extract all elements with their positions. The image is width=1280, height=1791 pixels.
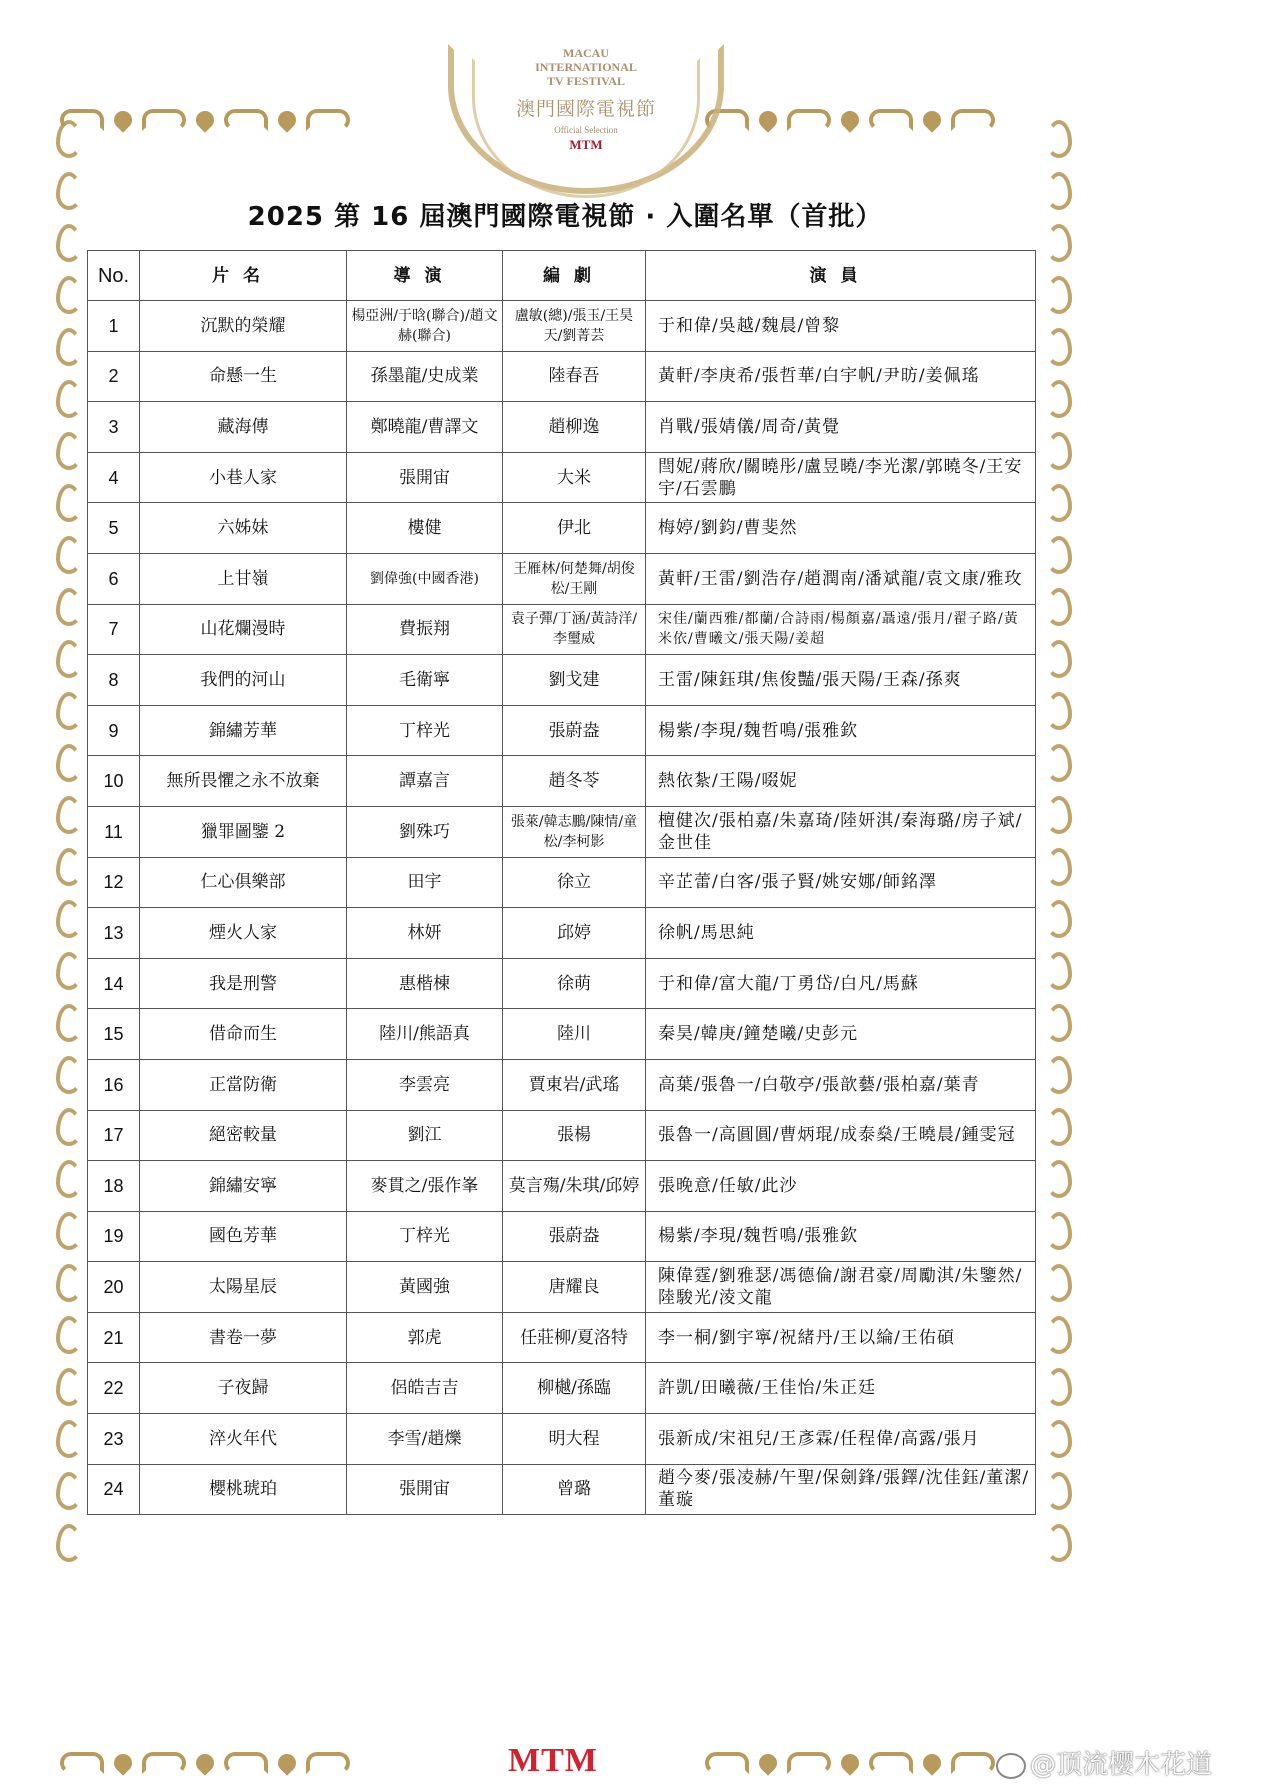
row-cast: 秦昊/韓庚/鐘楚曦/史彭元: [646, 1009, 1036, 1060]
table-row: [88, 1110, 1036, 1161]
table-row: [88, 503, 1036, 554]
row-no: 13: [88, 908, 140, 959]
logo-english-line2: INTERNATIONAL: [535, 60, 637, 74]
table-row: [88, 655, 1036, 706]
row-writer: 陸春吾: [503, 351, 646, 402]
row-no: 6: [88, 553, 140, 604]
row-director: 費振翔: [347, 604, 503, 655]
page-title: 2025 第 16 屆澳門國際電視節 · 入圍名單（首批）: [247, 202, 883, 232]
row-director: 郭虎: [347, 1312, 503, 1363]
row-no: 1: [88, 301, 140, 352]
row-writer: 曾璐: [503, 1464, 646, 1515]
row-writer: 張蔚盎: [503, 705, 646, 756]
row-title: 櫻桃琥珀: [140, 1464, 347, 1515]
row-writer: 趙冬苓: [503, 756, 646, 807]
row-director: 劉江: [347, 1110, 503, 1161]
header-title: 片名: [140, 251, 347, 301]
table-row: [88, 604, 1036, 655]
table-header-row: [88, 251, 1036, 301]
table-row: [88, 402, 1036, 453]
row-writer: 徐立: [503, 857, 646, 908]
table-row: [88, 1464, 1036, 1515]
row-title: 太陽星辰: [140, 1262, 347, 1313]
row-title: 山花爛漫時: [140, 604, 347, 655]
row-director: 李雲亮: [347, 1059, 503, 1110]
table-row: [88, 1211, 1036, 1262]
row-cast: 黃軒/王雷/劉浩存/趙潤南/潘斌龍/袁文康/雅玫: [646, 553, 1036, 604]
row-no: 17: [88, 1110, 140, 1161]
row-writer: 劉戈建: [503, 655, 646, 706]
row-no: 7: [88, 604, 140, 655]
watermark-text: @顶流樱木花道: [1030, 1750, 1213, 1780]
row-writer: 邱婷: [503, 908, 646, 959]
row-title: 煙火人家: [140, 908, 347, 959]
header-cast: 演員: [646, 251, 1036, 301]
header-director: 導演: [347, 251, 503, 301]
row-title: 小巷人家: [140, 452, 347, 503]
ornament-top-right: [705, 100, 1075, 140]
logo-chinese-name: 澳門國際電視節: [515, 98, 656, 120]
row-director: 鄭曉龍/曹譯文: [347, 402, 503, 453]
row-director: 黃國強: [347, 1262, 503, 1313]
row-cast: 辛芷蕾/白客/張子賢/姚安娜/師銘澤: [646, 857, 1036, 908]
table-row: [88, 908, 1036, 959]
row-writer: 趙柳逸: [503, 402, 646, 453]
row-writer: 明大程: [503, 1414, 646, 1465]
table-row: [88, 351, 1036, 402]
row-no: 18: [88, 1161, 140, 1212]
row-title: 我們的河山: [140, 655, 347, 706]
row-cast: 于和偉/吳越/魏晨/曾黎: [646, 301, 1036, 352]
row-writer: 任莊柳/夏洛特: [503, 1312, 646, 1363]
row-title: 絕密較量: [140, 1110, 347, 1161]
footer-brand-logo: MTM: [508, 1742, 598, 1779]
row-no: 20: [88, 1262, 140, 1313]
row-no: 19: [88, 1211, 140, 1262]
row-director: 陸川/熊語真: [347, 1009, 503, 1060]
row-director: 張開宙: [347, 452, 503, 503]
row-no: 23: [88, 1414, 140, 1465]
table-row: [88, 857, 1036, 908]
row-no: 4: [88, 452, 140, 503]
row-cast: 高葉/張魯一/白敬亭/張歆藝/張柏嘉/葉青: [646, 1059, 1036, 1110]
row-no: 8: [88, 655, 140, 706]
row-cast: 黃軒/李庚希/張哲華/白宇帆/尹昉/姜佩瑤: [646, 351, 1036, 402]
row-cast: 張晚意/任敏/此沙: [646, 1161, 1036, 1212]
logo-english-line1: MACAU: [563, 46, 609, 60]
row-writer: 柳樾/孫臨: [503, 1363, 646, 1414]
row-title: 六姊妹: [140, 503, 347, 554]
row-director: 張開宙: [347, 1464, 503, 1515]
ornament-left-border: [56, 120, 82, 1661]
row-cast: 梅婷/劉鈞/曹斐然: [646, 503, 1036, 554]
row-cast: 肖戰/張婧儀/周奇/黃覺: [646, 402, 1036, 453]
table-row: [88, 1009, 1036, 1060]
row-no: 2: [88, 351, 140, 402]
row-director: 侶皓吉吉: [347, 1363, 503, 1414]
row-writer: 伊北: [503, 503, 646, 554]
row-title: 我是刑警: [140, 958, 347, 1009]
row-writer: 張楊: [503, 1110, 646, 1161]
row-title: 書卷一夢: [140, 1312, 347, 1363]
ornament-right-border: [1046, 120, 1072, 1661]
row-cast: 宋佳/蘭西雅/都蘭/合詩雨/楊顏嘉/聶遠/張月/翟子路/黃米依/曹曦文/張天陽/姜超: [646, 604, 1036, 655]
row-director: 田宇: [347, 857, 503, 908]
nominee-table: [87, 250, 1036, 1515]
row-no: 5: [88, 503, 140, 554]
row-cast: 于和偉/富大龍/丁勇岱/白凡/馬蘇: [646, 958, 1036, 1009]
row-cast: 楊紫/李現/魏哲鳴/張雅欽: [646, 705, 1036, 756]
row-title: 子夜歸: [140, 1363, 347, 1414]
row-no: 15: [88, 1009, 140, 1060]
row-director: 惠楷棟: [347, 958, 503, 1009]
festival-logo: [448, 38, 724, 200]
table-row: [88, 452, 1036, 503]
table-row: [88, 705, 1036, 756]
table-row: [88, 756, 1036, 807]
row-title: 國色芳華: [140, 1211, 347, 1262]
table-row: [88, 1414, 1036, 1465]
row-cast: 王雷/陳鈺琪/焦俊豔/張天陽/王森/孫爽: [646, 655, 1036, 706]
row-cast: 閆妮/蔣欣/關曉彤/盧昱曉/李光潔/郭曉冬/王安宇/石雲鵬: [646, 452, 1036, 503]
row-no: 3: [88, 402, 140, 453]
row-director: 譚嘉言: [347, 756, 503, 807]
row-no: 22: [88, 1363, 140, 1414]
row-no: 21: [88, 1312, 140, 1363]
logo-official-selection: Official Selection: [554, 125, 618, 135]
row-writer: 賈東岩/武瑤: [503, 1059, 646, 1110]
row-no: 16: [88, 1059, 140, 1110]
row-title: 淬火年代: [140, 1414, 347, 1465]
row-no: 9: [88, 705, 140, 756]
table-row: [88, 1312, 1036, 1363]
table-row: [88, 301, 1036, 352]
row-no: 10: [88, 756, 140, 807]
row-title: 上甘嶺: [140, 553, 347, 604]
row-director: 李雪/趙爍: [347, 1414, 503, 1465]
row-title: 錦繡安寧: [140, 1161, 347, 1212]
table-row: [88, 1059, 1036, 1110]
row-cast: 許凱/田曦薇/王佳怡/朱正廷: [646, 1363, 1036, 1414]
row-cast: 楊紫/李現/魏哲鳴/張雅欽: [646, 1211, 1036, 1262]
row-no: 11: [88, 806, 140, 857]
table-row: [88, 553, 1036, 604]
row-cast: 檀健次/張柏嘉/朱嘉琦/陸妍淇/秦海璐/房子斌/金世佳: [646, 806, 1036, 857]
row-no: 12: [88, 857, 140, 908]
weibo-icon: [996, 1753, 1026, 1779]
table-row: [88, 958, 1036, 1009]
row-director: 林妍: [347, 908, 503, 959]
row-writer: 王雁林/何楚舞/胡俊松/王剛: [503, 553, 646, 604]
row-writer: 唐耀良: [503, 1262, 646, 1313]
table-row: [88, 1363, 1036, 1414]
row-title: 正當防衛: [140, 1059, 347, 1110]
row-title: 錦繡芳華: [140, 705, 347, 756]
row-title: 命懸一生: [140, 351, 347, 402]
table-row: [88, 1161, 1036, 1212]
table-row: [88, 1262, 1036, 1313]
row-director: 劉偉強(中國香港): [347, 553, 503, 604]
row-writer: 莫言殤/朱琪/邱婷: [503, 1161, 646, 1212]
row-director: 毛衛寧: [347, 655, 503, 706]
header-no: No.: [88, 251, 140, 301]
row-title: 仁心俱樂部: [140, 857, 347, 908]
row-title: 藏海傳: [140, 402, 347, 453]
row-no: 14: [88, 958, 140, 1009]
table-row: [88, 806, 1036, 857]
row-writer: 袁子彈/丁涵/黃詩洋/李璽威: [503, 604, 646, 655]
row-writer: 陸川: [503, 1009, 646, 1060]
row-cast: 徐帆/馬思純: [646, 908, 1036, 959]
row-director: 丁梓光: [347, 705, 503, 756]
row-writer: 徐萌: [503, 958, 646, 1009]
logo-english-line3: TV FESTIVAL: [547, 74, 625, 88]
row-cast: 張魯一/高圓圓/曹炳琨/成泰燊/王曉晨/鍾雯冠: [646, 1110, 1036, 1161]
row-cast: 陳偉霆/劉雅瑟/馮德倫/謝君豪/周勵淇/朱鑒然/陸駿光/淩文龍: [646, 1262, 1036, 1313]
row-cast: 張新成/宋祖兒/王彥霖/任程偉/高露/張月: [646, 1414, 1036, 1465]
row-title: 沉默的榮耀: [140, 301, 347, 352]
row-director: 樓健: [347, 503, 503, 554]
row-writer: 盧敏(總)/張玉/王昊天/劉菁芸: [503, 301, 646, 352]
ornament-top-left: [60, 100, 430, 140]
row-director: 麥貫之/張作峯: [347, 1161, 503, 1212]
row-director: 丁梓光: [347, 1211, 503, 1262]
row-director: 劉殊巧: [347, 806, 503, 857]
row-writer: 大米: [503, 452, 646, 503]
row-writer: 張萊/韓志鵬/陳情/童松/李柯影: [503, 806, 646, 857]
row-cast: 趙今麥/張凌赫/午聖/保劍鋒/張鐸/沈佳鈺/董潔/董璇: [646, 1464, 1036, 1515]
row-director: 楊亞洲/于晗(聯合)/趙文赫(聯合): [347, 301, 503, 352]
header-writer: 編劇: [503, 251, 646, 301]
ornament-bottom-left: [60, 1745, 440, 1781]
row-cast: 李一桐/劉宇寧/祝緒丹/王以綸/王佑碩: [646, 1312, 1036, 1363]
row-cast: 熱依紮/王陽/啜妮: [646, 756, 1036, 807]
row-title: 借命而生: [140, 1009, 347, 1060]
row-writer: 張蔚盎: [503, 1211, 646, 1262]
row-director: 孫墨龍/史成業: [347, 351, 503, 402]
row-no: 24: [88, 1464, 140, 1515]
row-title: 無所畏懼之永不放棄: [140, 756, 347, 807]
row-title: 獵罪圖鑒 2: [140, 806, 347, 857]
logo-brand: MTM: [569, 137, 603, 152]
weibo-watermark: [996, 1744, 1212, 1781]
